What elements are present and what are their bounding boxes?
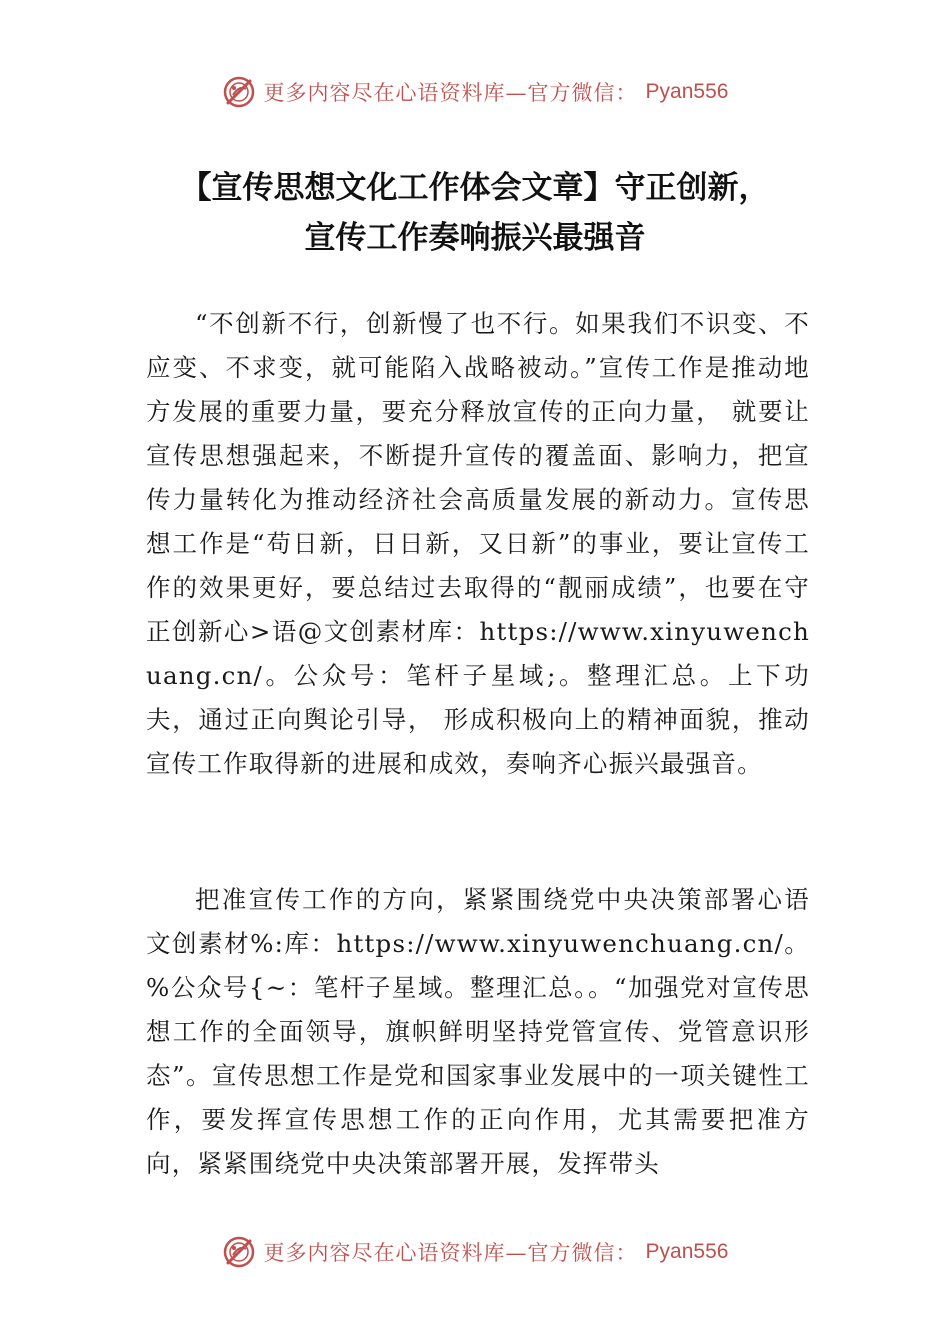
banner-wechat-handle: Pyan556: [645, 80, 729, 103]
banner-text: 更多内容尽在心语资料库—官方微信：: [263, 1241, 638, 1265]
banner-wechat-handle: Pyan556: [645, 1240, 729, 1263]
body-paragraph-2: 把准宣传工作的方向，紧紧围绕党中央决策部署心语文创素材%:库：https://www.xinyuwenchuang.cn/。%公众号{~：笔杆子星域。整理汇总。。“加强党对宣传思想工作的全面领导，旗帜鲜明坚持党管宣传、党管意识形态”。宣传思想工作是党和国家事业发展中的一项关键性工作，要发挥宣传思想工作的正向作用，尤其需要把准方向，紧紧围绕党中央决策部署开展，发挥带头: [146, 885, 810, 1178]
footer-banner: [0, 1232, 950, 1272]
body-paragraph-1: “不创新不行，创新慢了也不行。如果我们不识变、不应变、不求变，就可能陷入战略被动。”宣传工作是推动地方发展的重要力量，要充分释放宣传的正向力量， 就要让宣传思想强起来，不断提升宣传的覆盖面、影响力，把宣传力量转化为推动经济社会高质量发展的新动力。宣传思想工作是“苟日新，日日新，又日新”的事业，要让宣传工作的效果更好，要总结过去取得的“靓丽成绩”，也要在守正创新心>语@文创素材库：https://www.xinyuwenchuang.cn/。公众号：笔杆子星域;。整理汇总。上下功夫，通过正向舆论引导， 形成积极向上的精神面貌，推动宣传工作取得新的进展和成效，奏响齐心振兴最强音。: [146, 309, 810, 778]
seal-logo-icon: [222, 75, 256, 109]
header-banner: [0, 72, 950, 112]
title-line-1: 【宣传思想文化工作体会文章】守正创新，: [180, 170, 770, 206]
title-line-2: 宣传工作奏响振兴最强音: [304, 220, 646, 256]
banner-text: 更多内容尽在心语资料库—官方微信：: [263, 81, 638, 105]
page-title: [100, 163, 850, 263]
seal-logo-icon: [222, 1235, 256, 1269]
